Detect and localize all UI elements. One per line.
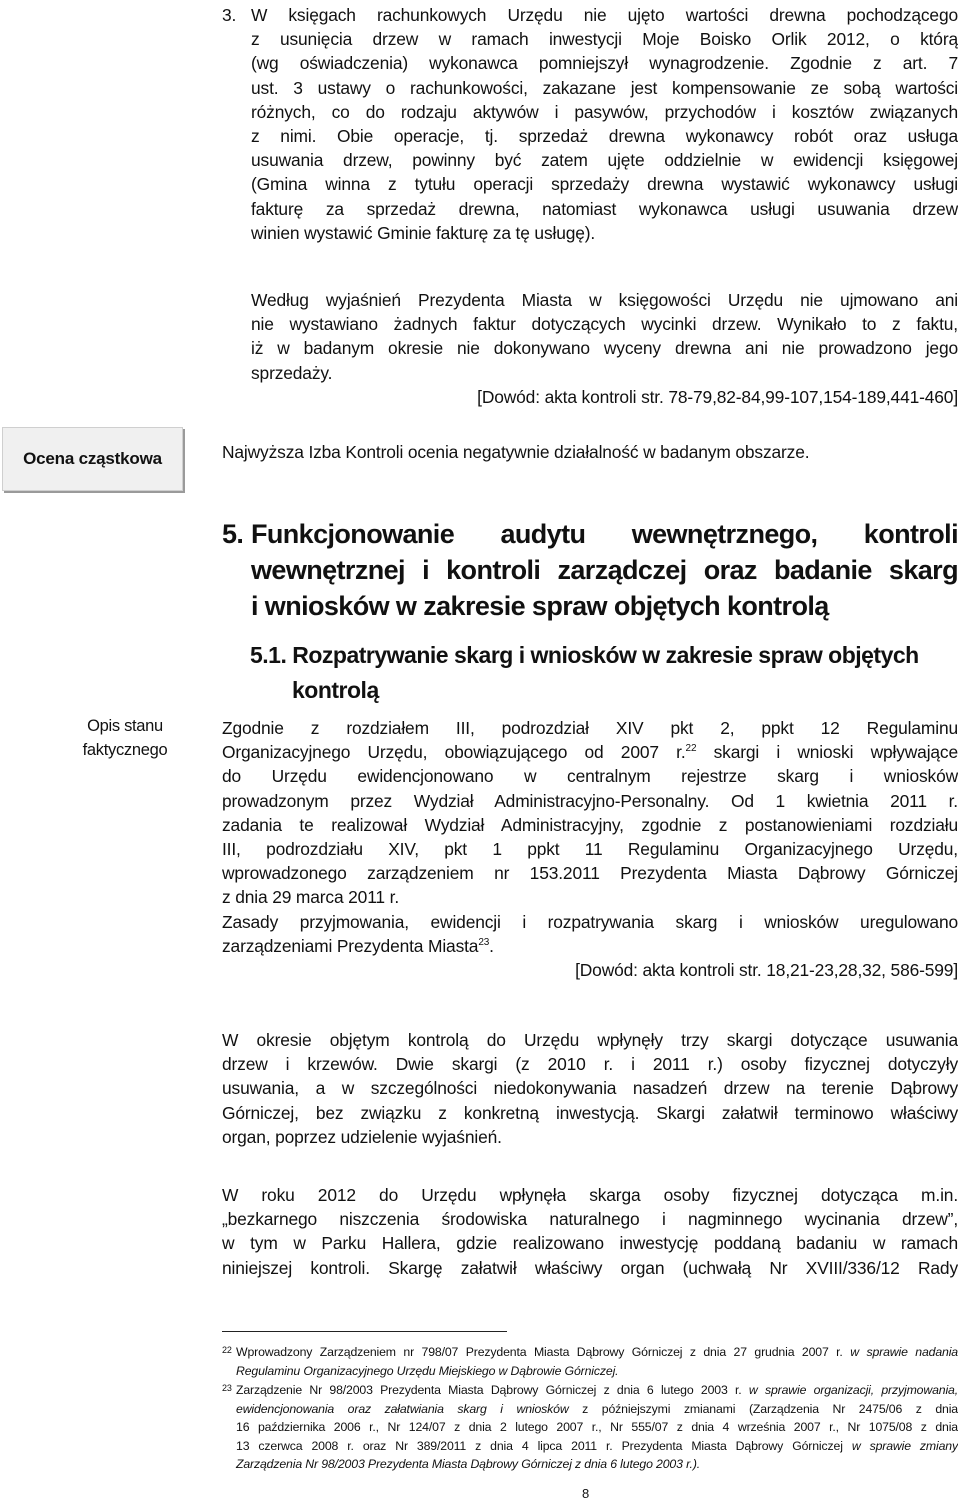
footnote-line: Zarządzenia Nr 98/2003 Prezydenta Miasta Dąbrowy Górniczej z dnia 6 lutego 2003 r.). [236, 1457, 701, 1471]
footnote-line: 16 października 2006 r., Nr 124/07 z dnia 2 lutego 2007 r., Nr 555/07 z dnia 4 września 2007 r., Nr 1075/08 z dnia [236, 1420, 958, 1434]
heading-line: i wniosków w zakresie spraw objętych kontrolą [251, 591, 829, 621]
footnote-number: 22 [222, 1345, 232, 1355]
page-number: 8 [582, 1486, 590, 1501]
footnote-line: Zarządzenie Nr 98/2003 Prezydenta Miasta Dąbrowy Górniczej z dnia 6 lutego 2003 r. w sprawie organizacji, przyjmowania, [236, 1383, 958, 1397]
section-5-1-heading [250, 638, 958, 708]
facts-paragraph-1 [222, 716, 958, 982]
text-line: zarządzeniami Prezydenta Miasta$^{23}$. [222, 935, 494, 956]
heading-line: Funkcjonowanie audytu wewnętrznego, kontroli [251, 519, 958, 549]
item-3-paragraph [251, 3, 958, 245]
facts-paragraph-3 [222, 1183, 958, 1280]
text-line: organ, poprzez udzielenie wyjaśnień. [222, 1126, 502, 1147]
text-line: (wg oświadczenia) wykonawca pomniejszył wynagrodzenie. Zgodnie z art. 7 [251, 53, 958, 74]
text-line: usuwania drzew, powinny być zatem ujęte oddzielnie w ewidencji księgowej [251, 150, 958, 171]
section-5-1-number: 5.1. [250, 642, 287, 668]
assessment-label: Ocena cząstkowa [23, 449, 162, 468]
text-line: usuwania, a w szczególności niedokonywania nasadzeń drzew na terenie Dąbrowy [222, 1078, 958, 1099]
text-line: sprzedaży. [251, 362, 333, 383]
footnote-23 [222, 1381, 958, 1474]
facts-label-line: faktycznego [82, 741, 168, 759]
text-line: Według wyjaśnień Prezydenta Miasta w księgowości Urzędu nie ujmowano ani [251, 290, 958, 310]
footnote-22 [222, 1343, 958, 1380]
footnote-number: 23 [222, 1383, 232, 1393]
text-line: drzew i krzewów. Dwie skargi (z 2010 r. i 2011 r.) osoby fizycznej dotyczyły [222, 1054, 958, 1075]
text-line: z dnia 29 marca 2011 r. [222, 887, 400, 908]
text-line: iż w badanym okresie nie dokonywano wyceny drewna ani nie prowadzono jego [251, 338, 958, 359]
text-line: fakturę za sprzedaż drewna, natomiast wykonawca usługi usuwania drzew [251, 198, 958, 219]
footnote-separator [222, 1331, 507, 1332]
text-line: Górniczej, bez związku z konkretną inwestycją. Skargi załatwił terminowo właściwy [222, 1102, 958, 1123]
text-line: ust. 3 ustawy o rachunkowości, zakazane jest kompensowanie ze sobą wartości [251, 77, 958, 98]
heading-line [250, 638, 958, 673]
facts-paragraph-2 [222, 1028, 958, 1149]
heading-line: kontrolą [292, 677, 379, 703]
assessment-label-box [2, 427, 183, 491]
text-line: (Gmina winna z tytułu operacji sprzedaży drewna wystawić wykonawcy usługi [251, 174, 958, 195]
facts-label-line: Opis stanu [87, 717, 163, 735]
text-line: z nimi. Obie operacje, tj. sprzedaż drewna wykonawcy robót oraz usługa [251, 126, 958, 147]
text-line: wprowadzonego zarządzeniem nr 153.2011 Prezydenta Miasta Dąbrowy Górniczej [222, 863, 958, 884]
text-line: winien wystawić Gminie fakturę za tę usługę). [251, 222, 596, 243]
footnote-line: ewidencjonowania oraz załatwiania skarg i wniosków z późniejszymi zmianami (Zarządzenia Nr 2475/06 z dnia [236, 1401, 958, 1416]
text-line: w tym w Parku Hallera, gdzie realizowano inwestycję poddaną badaniu w ramach [222, 1233, 958, 1254]
section-5-number: 5. [222, 519, 244, 549]
text-line: „bezkarnego niszczenia środowiska naturalnego i nagminnego wycinania drzew”, [222, 1209, 958, 1230]
text-line: zadania te realizował Wydział Administracyjny, zgodnie z postanowieniami rozdziału [222, 814, 958, 835]
text-line: III, podrozdziału XIV, pkt 1 ppkt 11 Regulaminu Organizacyjnego Urzędu, [222, 839, 958, 860]
text-line: prowadzonym przez Wydział Administracyjno-Personalny. Od 1 kwietnia 2011 r. [222, 790, 958, 811]
footnote-line: Wprowadzony Zarządzeniem nr 798/07 Prezydenta Miasta Dąbrowy Górniczej z dnia 27 grudnia 2007 r. w sprawie nadania [236, 1345, 958, 1359]
facts-label [60, 714, 190, 762]
text-line: Zgodnie z rozdziałem III, podrozdział XIV pkt 2, ppkt 12 Regulaminu [222, 718, 958, 738]
footnote-ref-22[interactable]: 22 [685, 743, 697, 755]
footnote-line: 13 czerwca 2008 r. oraz Nr 389/2011 z dnia 4 lipca 2011 r. Prezydenta Miasta Dąbrowy Górniczej w sprawie zmiany [236, 1438, 958, 1453]
text-line: Zasady przyjmowania, ewidencji i rozpatrywania skarg i wniosków uregulowano [222, 911, 958, 932]
text-line: nie wystawiano żadnych faktur dotyczących wycinki drzew. Wynikało to z faktu, [251, 314, 958, 335]
footnote-line: Regulaminu Organizacyjnego Urzędu Miejskiego w Dąbrowie Górniczej. [236, 1363, 619, 1378]
text-line: W okresie objętym kontrolą do Urzędu wpłynęły trzy skargi dotyczące usuwania [222, 1030, 958, 1050]
text-line: do Urzędu ewidencjonowano w centralnym rejestrze skarg i wniosków [222, 766, 958, 787]
item-3-number: 3. [222, 5, 237, 25]
evidence-reference: [Dowód: akta kontroli str. 18,21-23,28,32, 586-599] [575, 960, 958, 981]
assessment-text: Najwyższa Izba Kontroli ocenia negatywnie działalność w badanym obszarze. [222, 442, 810, 462]
heading-line: wewnętrznej i kontroli zarządczej oraz badanie skarg [251, 555, 958, 585]
text-line: Organizacyjnego Urzędu, obowiązującego od 2007 r.$^{22}$ skargi i wnioski wpływające [222, 742, 958, 763]
section-5-heading [251, 516, 958, 624]
text-line: W księgach rachunkowych Urzędu nie ujęto wartości drewna pochodzącego [251, 5, 958, 25]
evidence-reference: [Dowód: akta kontroli str. 78-79,82-84,99-107,154-189,441-460] [477, 386, 958, 407]
text-line: niniejszej kontroli. Skargę załatwił właściwy organ (uchwałą Nr XVIII/336/12 Rady [222, 1257, 958, 1278]
text-line: z usunięcia drzew w ramach inwestycji Moje Boisko Orlik 2012, o którą [251, 29, 958, 50]
explanation-paragraph [251, 288, 958, 409]
text-line: różnych, co do rodzaju aktywów i pasywów, przychodów i kosztów związanych [251, 101, 958, 122]
heading-text: Rozpatrywanie skarg i wniosków w zakresie spraw objętych [292, 642, 919, 668]
text-line: W roku 2012 do Urzędu wpłynęła skarga osoby fizycznej dotycząca m.in. [222, 1185, 958, 1205]
footnote-ref-23[interactable]: 23 [478, 937, 490, 949]
